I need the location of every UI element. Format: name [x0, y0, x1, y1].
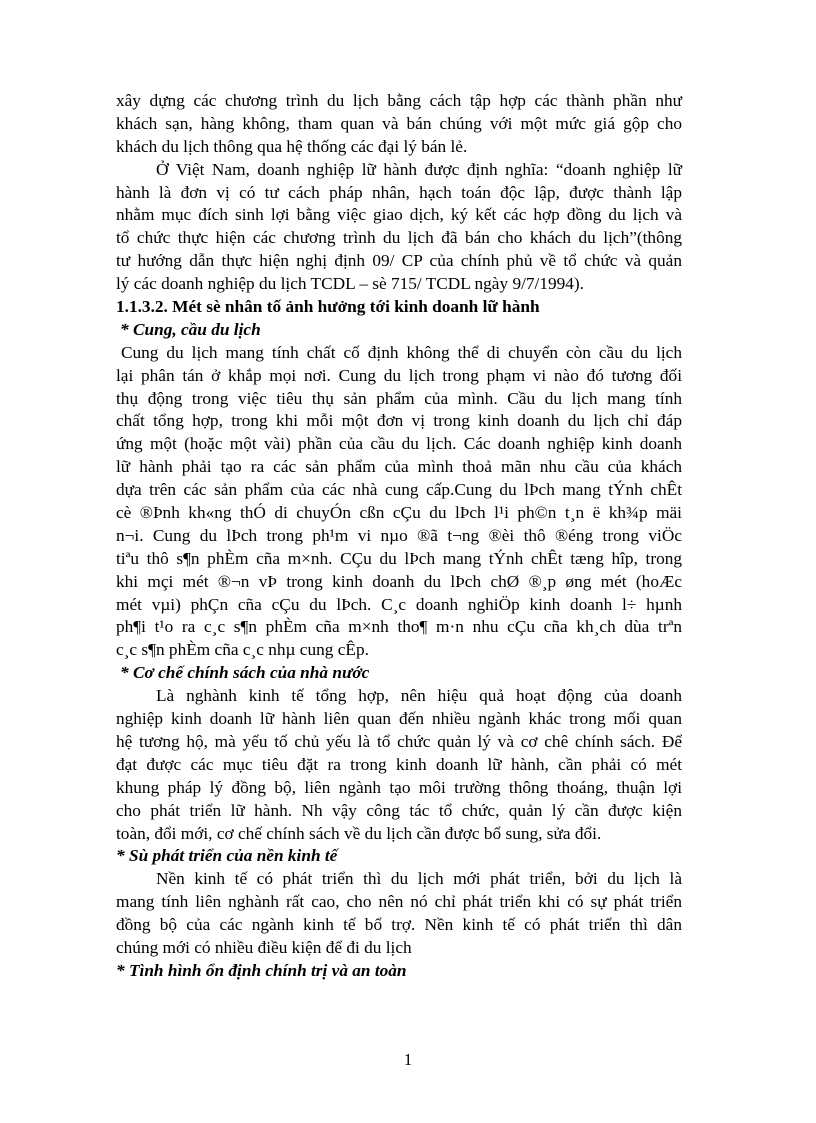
text-line: chất tổng hợp, trong khi mỗi một đơn vị trong kinh doanh du lịch chỉ đáp [116, 411, 682, 431]
text-line: tiªu thô s¶n phÈm cña m×nh. CÇu du lÞch mang tÝnh chÊt tæng hîp, trong [116, 548, 682, 568]
text-line: xây dựng các chương trình du lịch bằng cách tập hợp các thành phần như [116, 91, 682, 110]
text-line: Cung du lịch mang tính chất cố định không thể di chuyển còn cầu du lịch [121, 342, 682, 362]
subsection-heading: * Tình hình ổn định chính trị và an toàn [116, 960, 407, 980]
text-line: chúng mới có nhiều điều kiện để đi du lịch [116, 937, 412, 957]
text-line: Nền kinh tế có phát triển thì du lịch mới phát triển, bởi du lịch là [156, 869, 682, 889]
subsection-heading: * Sù phát triển của nền kinh tế [116, 846, 338, 866]
text-line: Ở Việt Nam, doanh nghiệp lữ hành được định nghĩa: “doanh nghiệp lữ [156, 159, 682, 179]
text-line: cè ®Þnh kh«ng thÓ di chuyÓn cßn cÇu du lÞch l¹i ph©n t¸n ë kh¾p mäi [116, 503, 682, 523]
text-line: mét vµi) phÇn cña cÇu du lÞch. C¸c doanh nghiÖp kinh doanh l÷ hµnh [116, 594, 682, 614]
page-number: 1 [403, 1050, 413, 1069]
section-heading: 1.1.3.2. Mét sè nhân tố ảnh hưởng tới kinh doanh lữ hành [116, 297, 540, 317]
text-line: c¸c s¶n phÈm cña c¸c nhµ cung cÊp. [116, 640, 369, 660]
text-line: mang tính liên nghành rất cao, cho nên nó chỉ phát triển khi có sự phát triển [116, 892, 682, 912]
text-line: khung pháp lý đồng bộ, liên ngành tạo môi trường thông thoáng, thuận lợi [116, 777, 682, 797]
text-line: Là nghành kinh tế tổng hợp, nên hiệu quả hoạt động của doanh [156, 686, 682, 706]
text-line: lý các doanh nghiệp du lịch TCDL – sè 715/ TCDL ngày 9/7/1994). [116, 274, 584, 294]
text-line: đồng bộ của các ngành kinh tế bổ trợ. Nền kinh tế có phát triển thì dân [116, 915, 682, 935]
text-line: khi mçi mét ®¬n vÞ trong kinh doanh du lÞch chØ ®¸p øng mét (hoÆc [116, 571, 682, 591]
text-line: hệ tương hộ, mà yếu tố chủ yếu là tổ chức quản lý và cơ chê chính sách. Để [116, 731, 682, 751]
text-line: ph¶i t¹o ra c¸c s¶n phÈm cña m×nh tho¶ m·n nhu cÇu cña kh¸ch dùa trªn [116, 617, 682, 637]
text-line: tư hướng dẫn thực hiện nghị định 09/ CP của chính phủ về tổ chức và quản [116, 251, 682, 271]
text-line: khách sạn, hàng không, tham quan và bán chúng với một mức giá gộp cho [116, 113, 682, 133]
text-line: n¬i. Cung du lÞch trong ph¹m vi nµo ®ã t¬ng ®èi thô ®éng trong viÖc [116, 525, 682, 545]
text-line: toàn, đổi mới, cơ chế chính sách về du lịch cần được bổ sung, sửa đổi. [116, 823, 602, 843]
document-body [116, 90, 682, 983]
text-line: đạt được các mục tiêu đặt ra trong kinh doanh lữ hành, cần phải có mét [116, 754, 682, 774]
text-line: lữ hành phải tạo ra các sản phẩm của mình thoả mãn nhu cầu của khách [116, 457, 682, 477]
text-line: thụ động trong việc tiêu thụ sản phẩm của mình. Cầu du lịch mang tính [116, 388, 682, 408]
subsection-heading: * Cơ chế chính sách của nhà nước [120, 663, 370, 683]
text-line: nhằm mục đích sinh lợi bằng việc giao dịch, ký kết các hợp đồng du lịch và [116, 205, 682, 225]
text-line: lại phân tán ở khắp mọi nơi. Cung du lịch trong phạm vi nào đó tương đối [116, 365, 682, 385]
text-line: ứng một (hoặc một vài) phần của cầu du lịch. Các doanh nghiệp kinh doanh [116, 434, 682, 454]
text-line: dựa trên các sản phẩm của các nhà cung cấp.Cung du lÞch mang tÝnh chÊt [116, 480, 682, 500]
text-line: nghiệp kinh doanh lữ hành liên quan đến nhiều ngành khác trong mối quan [116, 709, 682, 729]
text-line: tổ chức thực hiện các chương trình du lịch đã bán cho khách du lịch”(thông [116, 228, 682, 248]
text-line: cho phát triển lữ hành. Nh vậy công tác tổ chức, quản lý cần được kiện [116, 800, 682, 820]
text-line: khách du lịch thông qua hệ thống các đại lý bán lẻ. [116, 136, 468, 156]
text-line: hành là đơn vị có tư cách pháp nhân, hạch toán độc lập, được thành lập [116, 182, 682, 202]
subsection-heading: * Cung, cầu du lịch [120, 319, 261, 339]
